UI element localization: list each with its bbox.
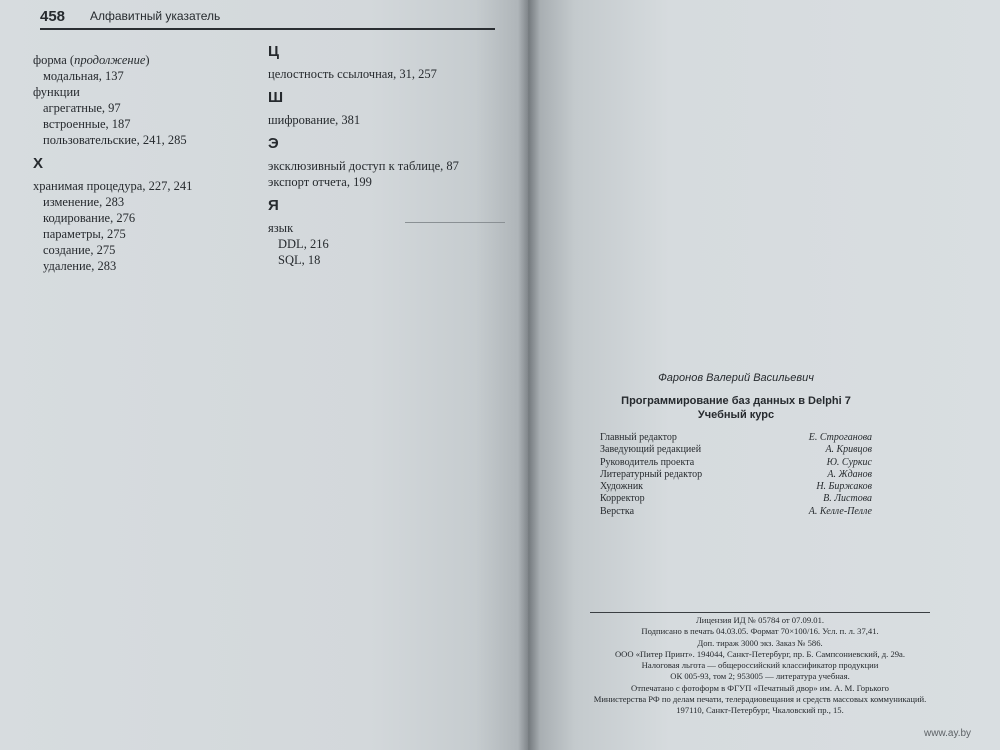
index-subentry: встроенные, 187 <box>43 117 131 131</box>
index-letter-heading: Х <box>33 155 44 172</box>
staff-row <box>600 493 872 505</box>
license-line: Отпечатано с фотоформ в ФГУП «Печатный двор» им. А. М. Горького <box>631 682 889 693</box>
index-letter-heading: Ц <box>268 43 279 60</box>
license-line: Доп. тираж 3000 экз. Заказ № 586. <box>697 637 823 648</box>
index-entry: хранимая процедура, 227, 241 <box>33 179 193 193</box>
index-entry: шифрование, 381 <box>268 113 361 127</box>
license-block <box>560 612 960 717</box>
staff-list <box>600 432 872 518</box>
index-entry: функции <box>33 85 80 99</box>
index-subentry: пользовательские, 241, 285 <box>43 133 187 147</box>
license-line: Налоговая льгота — общероссийский классификатор продукции <box>641 660 879 671</box>
index-subentry: DDL, 216 <box>278 237 329 251</box>
staff-name: А. Жданов <box>827 468 872 480</box>
watermark: www.ay.by <box>924 728 972 739</box>
staff-name: А. Кривцов <box>825 444 872 456</box>
license-line: Подписано в печать 04.03.05. Формат 70×100/16. Усл. п. л. 37,41. <box>641 626 879 637</box>
index-entry: экспорт отчета, 199 <box>268 175 372 189</box>
staff-role: Заведующий редакцией <box>600 444 702 456</box>
staff-role: Главный редактор <box>600 432 677 443</box>
index-column-left <box>33 52 263 274</box>
staff-row <box>600 506 872 518</box>
staff-role: Художник <box>600 481 644 493</box>
staff-role: Литературный редактор <box>600 468 703 480</box>
index-entry: язык <box>268 221 294 235</box>
staff-row <box>600 481 872 493</box>
imprint-block <box>600 372 872 518</box>
index-letter-heading: Ш <box>268 89 284 106</box>
license-line: Министерства РФ по делам печати, телерадиовещания и средств массовых коммуникаций. <box>593 694 927 705</box>
license-rule <box>590 612 930 613</box>
header-rule <box>40 28 495 30</box>
book-title: Программирование баз данных в Delphi 7 <box>621 395 851 407</box>
license-line: Лицензия ИД № 05784 от 07.09.01. <box>695 615 825 625</box>
index-subentry: кодирование, 276 <box>43 211 136 225</box>
staff-row <box>600 444 872 456</box>
index-entry-forma: форма (продолжение) <box>33 53 150 67</box>
license-line: ОК 005-93, том 2; 953005 — литература учебная. <box>670 671 850 682</box>
index-subentry: параметры, 275 <box>43 227 126 241</box>
staff-row <box>600 457 872 469</box>
book-gutter <box>518 0 540 750</box>
staff-name: Ю. Суркис <box>826 456 872 468</box>
index-subentry: удаление, 283 <box>43 259 117 273</box>
staff-name: Н. Биржаков <box>816 481 872 493</box>
license-line: 197110, Санкт-Петербург, Чкаловский пр., 15. <box>676 705 844 716</box>
index-letter-heading: Э <box>268 135 279 152</box>
staff-role: Руководитель проекта <box>600 456 695 468</box>
index-column-right <box>268 44 498 276</box>
staff-name: А. Келле-Пелле <box>808 505 872 517</box>
index-subentry: агрегатные, 97 <box>43 101 121 115</box>
index-letter-heading: Я <box>268 197 279 214</box>
page-number: 458 <box>40 8 66 25</box>
staff-role: Верстка <box>600 505 635 517</box>
index-entry: эксклюзивный доступ к таблице, 87 <box>268 159 459 173</box>
running-title: Алфавитный указатель <box>90 9 221 23</box>
staff-role: Корректор <box>600 493 645 505</box>
staff-name: Е. Строганова <box>808 432 872 443</box>
author-name: Фаронов Валерий Васильевич <box>658 372 814 384</box>
index-subentry: создание, 275 <box>43 243 116 257</box>
license-lines <box>560 615 960 717</box>
page-header <box>40 8 495 28</box>
staff-row <box>600 469 872 481</box>
index-subentry: модальная, 137 <box>43 69 124 83</box>
license-line: ООО «Питер Принт». 194044, Санкт-Петербург, пр. Б. Сампсониевский, д. 29а. <box>614 648 906 659</box>
staff-row <box>600 432 872 444</box>
index-subentry: SQL, 18 <box>278 253 321 267</box>
book-subtitle: Учебный курс <box>697 409 775 421</box>
staff-name: В. Листова <box>823 493 872 505</box>
index-subentry: изменение, 283 <box>43 195 125 209</box>
faint-rule <box>405 222 505 223</box>
index-entry: целостность ссылочная, 31, 257 <box>268 67 437 81</box>
